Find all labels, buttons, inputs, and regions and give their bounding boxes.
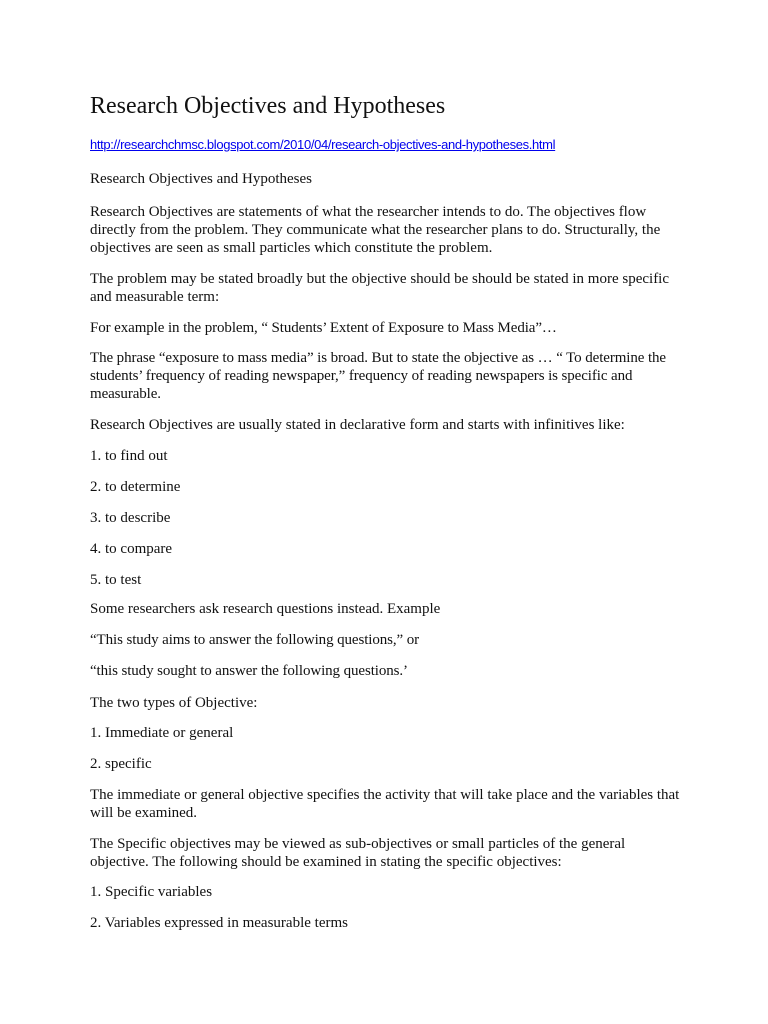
paragraph-problem-statement: The problem may be stated broadly but the objective should be should be stated in more specific and measurable term: bbox=[90, 271, 670, 306]
list-item: 3. to describe bbox=[90, 510, 171, 526]
paragraph-subtitle: Research Objectives and Hypotheses bbox=[90, 171, 313, 187]
paragraph-example: For example in the problem, “ Students’ Extent of Exposure to Mass Media”… bbox=[90, 320, 557, 336]
paragraph-specific-objectives: The Specific objectives may be viewed as sub-objectives or small particles of the general objective. The following should be examined in stating the specific objectives: bbox=[90, 836, 626, 871]
source-link[interactable]: http://researchchmsc.blogspot.com/2010/04/research-objectives-and-hypotheses.html bbox=[90, 137, 556, 152]
paragraph-general-objective: The immediate or general objective specifies the activity that will take place and the variables that will be examined. bbox=[90, 787, 680, 822]
list-item: 2. to determine bbox=[90, 479, 181, 495]
document-title: Research Objectives and Hypotheses bbox=[90, 93, 446, 119]
list-item: 4. to compare bbox=[90, 541, 173, 557]
paragraph-declarative-form: Research Objectives are usually stated in declarative form and starts with infinitives like: bbox=[90, 417, 625, 433]
paragraph-quote-sought: “this study sought to answer the following questions.’ bbox=[90, 663, 408, 679]
list-item: 1. Specific variables bbox=[90, 884, 213, 900]
list-item: 2. Variables expressed in measurable terms bbox=[90, 915, 348, 931]
paragraph-phrase-explanation: The phrase “exposure to mass media” is broad. But to state the objective as … “ To determine the students’ frequency of reading newspaper,” frequency of reading newspapers is specific and measurable. bbox=[90, 350, 666, 403]
list-item: 5. to test bbox=[90, 572, 142, 588]
paragraph-quote-aims: “This study aims to answer the following questions,” or bbox=[90, 632, 420, 648]
list-item: 2. specific bbox=[90, 756, 152, 772]
list-item: 1. to find out bbox=[90, 448, 168, 464]
list-item: 1. Immediate or general bbox=[90, 725, 234, 741]
paragraph-research-questions: Some researchers ask research questions instead. Example bbox=[90, 601, 441, 617]
paragraph-two-types: The two types of Objective: bbox=[90, 695, 258, 711]
paragraph-objectives-definition: Research Objectives are statements of what the researcher intends to do. The objectives flow directly from the problem. They communicate what the researcher plans to do. Structurally, the objectives are seen as small particles which constitute the problem. bbox=[90, 204, 661, 257]
